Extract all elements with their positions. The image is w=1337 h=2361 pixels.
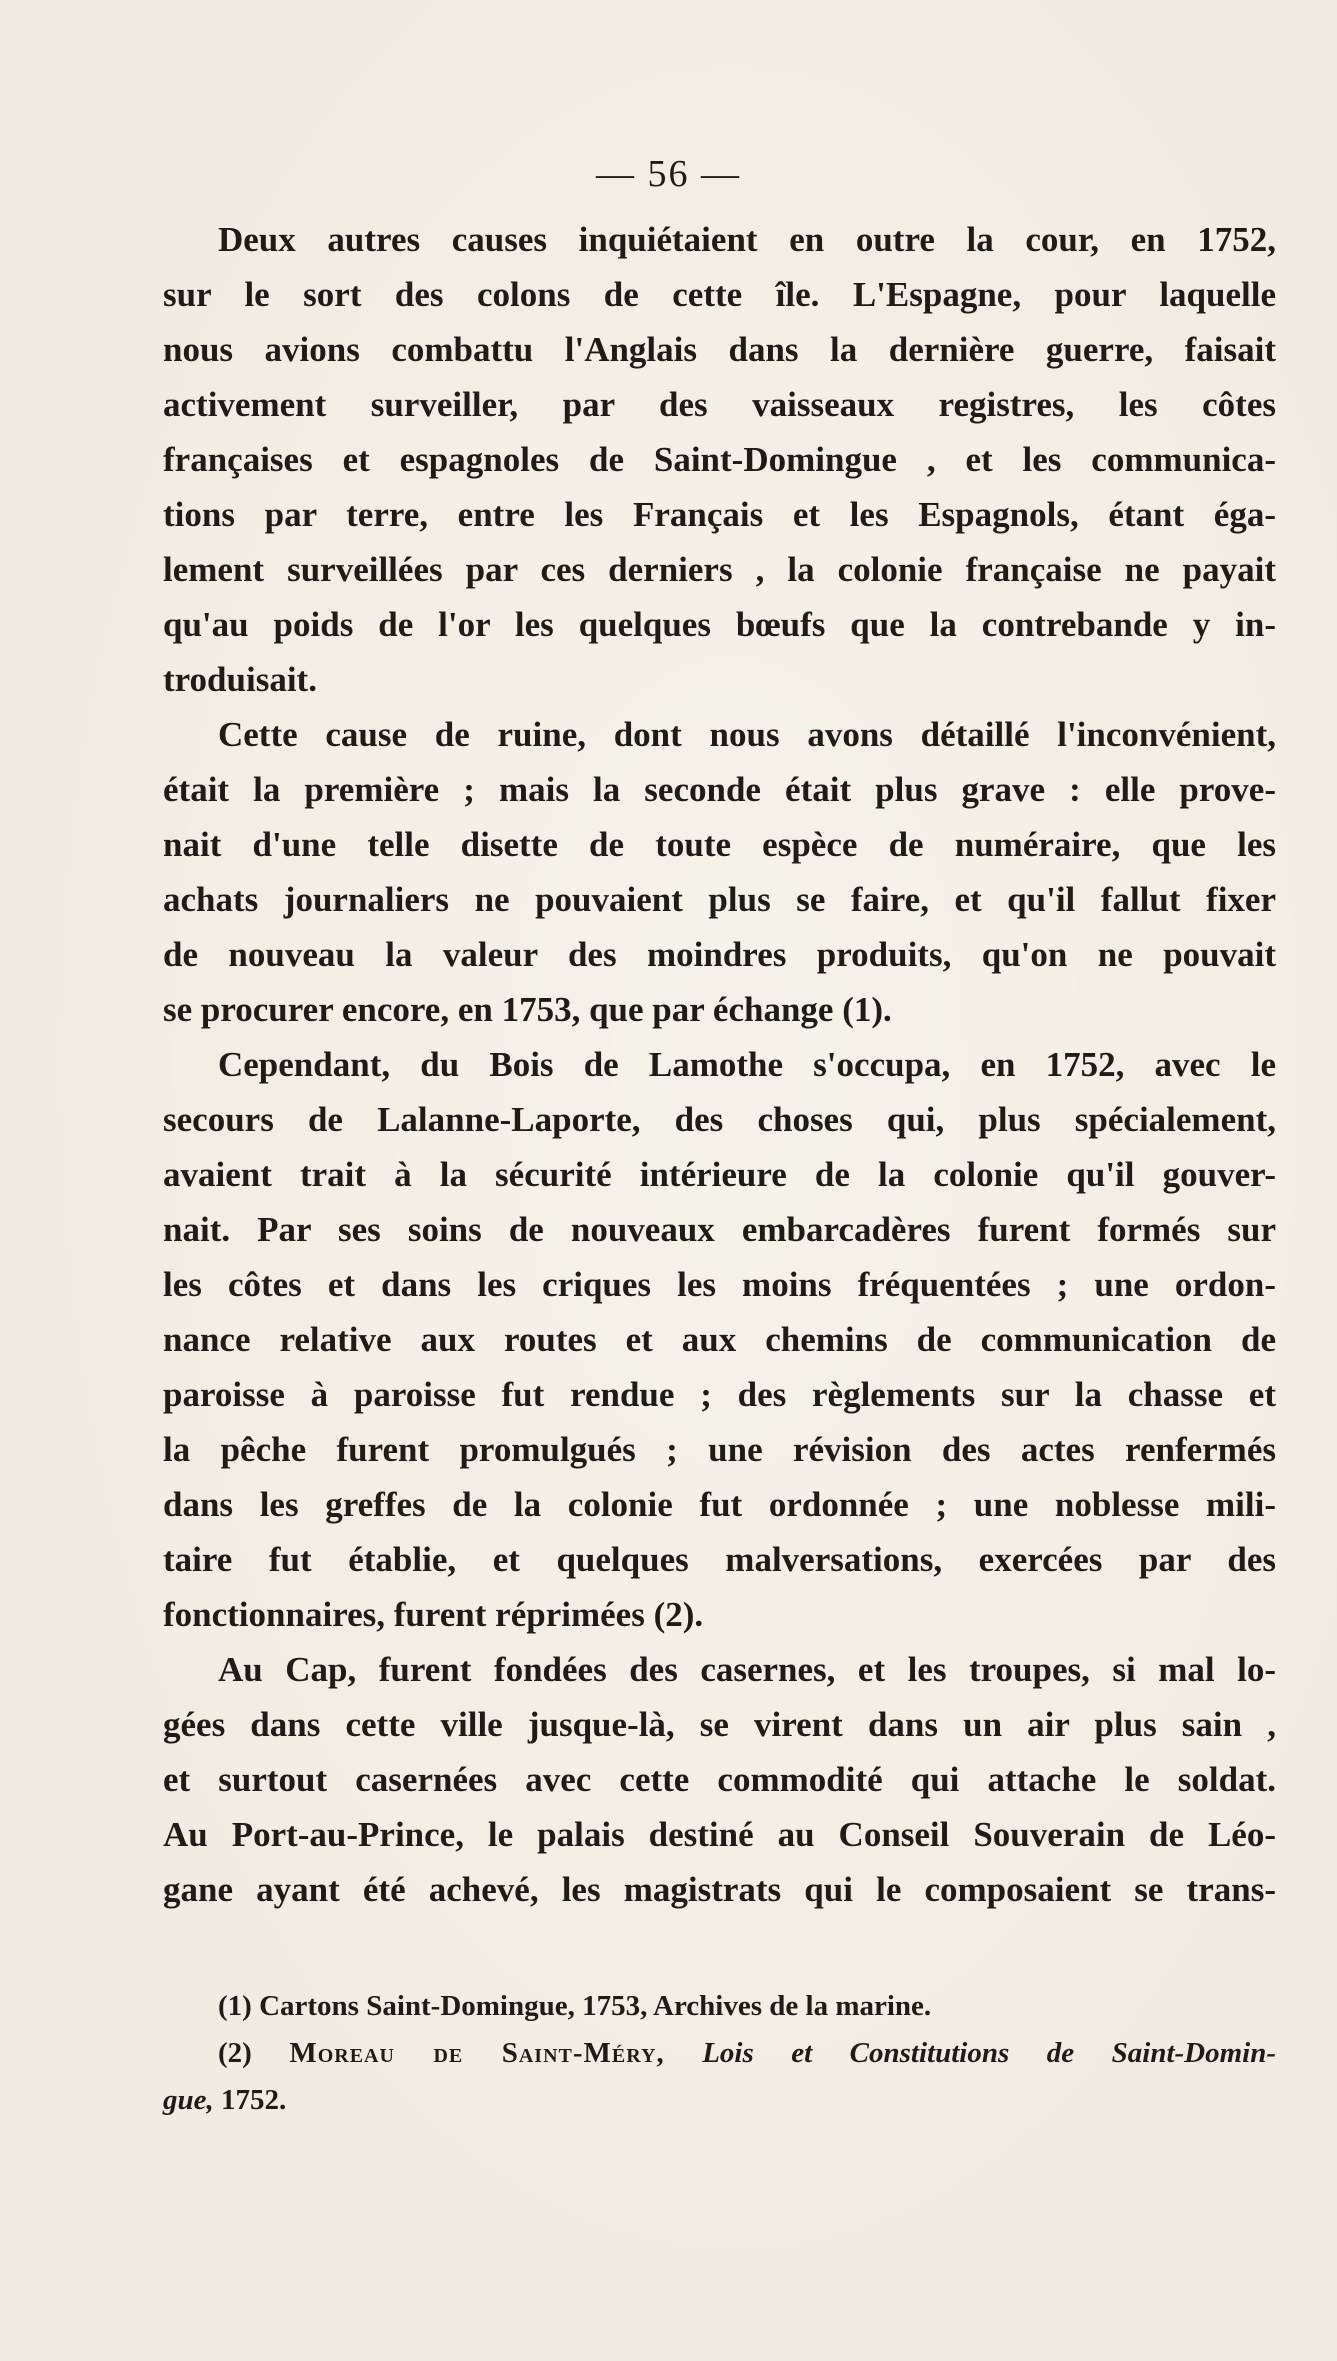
text-line: Cependant, du Bois de Lamothe s'occupa, en 1752, avec le <box>218 1045 1276 1084</box>
text-line: lement surveillées par ces derniers , la colonie française ne payait <box>163 550 1276 589</box>
text-line: gées dans cette ville jusque-là, se virent dans un air plus sain , <box>163 1705 1276 1744</box>
text-line: paroisse à paroisse fut rendue ; des règlements sur la chasse et <box>163 1375 1276 1414</box>
text-line: qu'au poids de l'or les quelques bœufs que la contrebande y in- <box>163 605 1276 644</box>
text-line: tions par terre, entre les Français et les Espagnols, étant éga- <box>163 495 1276 534</box>
body-text <box>163 212 1276 1917</box>
text-line: Deux autres causes inquiétaient en outre la cour, en 1752, <box>218 220 1276 259</box>
page-number: — 56 — <box>596 153 741 195</box>
text-line: se procurer encore, en 1753, que par échange (1). <box>163 990 892 1029</box>
text-line: Au Cap, furent fondées des casernes, et les troupes, si mal lo- <box>218 1650 1276 1689</box>
text-line: et surtout casernées avec cette commodité qui attache le soldat. <box>163 1760 1276 1799</box>
text-line: dans les greffes de la colonie fut ordonnée ; une noblesse mili- <box>163 1485 1276 1524</box>
text-line: secours de Lalanne-Laporte, des choses qui, plus spécialement, <box>163 1100 1276 1139</box>
footnote-2-continued <box>163 2077 1276 2124</box>
text-line: de nouveau la valeur des moindres produits, qu'on ne pouvait <box>163 935 1276 974</box>
text-line: sur le sort des colons de cette île. L'Espagne, pour laquelle <box>163 275 1276 314</box>
text-line: nance relative aux routes et aux chemins de communication de <box>163 1320 1276 1359</box>
text-line: taire fut établie, et quelques malversations, exercées par des <box>163 1540 1276 1579</box>
text-line: avaient trait à la sécurité intérieure de la colonie qu'il gouver- <box>163 1155 1276 1194</box>
text-line: nous avions combattu l'Anglais dans la dernière guerre, faisait <box>163 330 1276 369</box>
footnotes <box>163 1983 1276 2124</box>
text-line: activement surveiller, par des vaisseaux registres, les côtes <box>163 385 1276 424</box>
text-line: nait. Par ses soins de nouveaux embarcadères furent formés sur <box>163 1210 1276 1249</box>
footnote-2-year: 1752. <box>221 2084 287 2116</box>
text-line: troduisait. <box>163 660 317 699</box>
text-line: les côtes et dans les criques les moins fréquentées ; une ordon- <box>163 1265 1276 1304</box>
text-line: était la première ; mais la seconde était plus grave : elle prove- <box>163 770 1276 809</box>
text-line: fonctionnaires, furent réprimées (2). <box>163 1595 704 1634</box>
text-line: la pêche furent promulgués ; une révision des actes renfermés <box>163 1430 1276 1469</box>
text-line: gane ayant été achevé, les magistrats qui le composaient se trans- <box>163 1870 1276 1909</box>
footnote-2-number: (2) <box>218 2037 252 2069</box>
footnote-2 <box>163 2030 1276 2077</box>
text-line: nait d'une telle disette de toute espèce de numéraire, que les <box>163 825 1276 864</box>
footnote-2-author: Moreau de Saint-Méry, <box>289 2037 665 2069</box>
footnote-1: (1) Cartons Saint-Domingue, 1753, Archives de la marine. <box>218 1990 932 2022</box>
text-line: françaises et espagnoles de Saint-Domingue , et les communica- <box>163 440 1276 479</box>
text-line: Cette cause de ruine, dont nous avons détaillé l'inconvénient, <box>218 715 1276 754</box>
text-line: achats journaliers ne pouvaient plus se faire, et qu'il fallut fixer <box>163 880 1276 919</box>
text-line: Au Port-au-Prince, le palais destiné au Conseil Souverain de Léo- <box>163 1815 1276 1854</box>
footnote-2-title-continued: gue, <box>163 2084 214 2116</box>
footnote-2-title: Lois et Constitutions de Saint-Domin- <box>702 2037 1277 2069</box>
